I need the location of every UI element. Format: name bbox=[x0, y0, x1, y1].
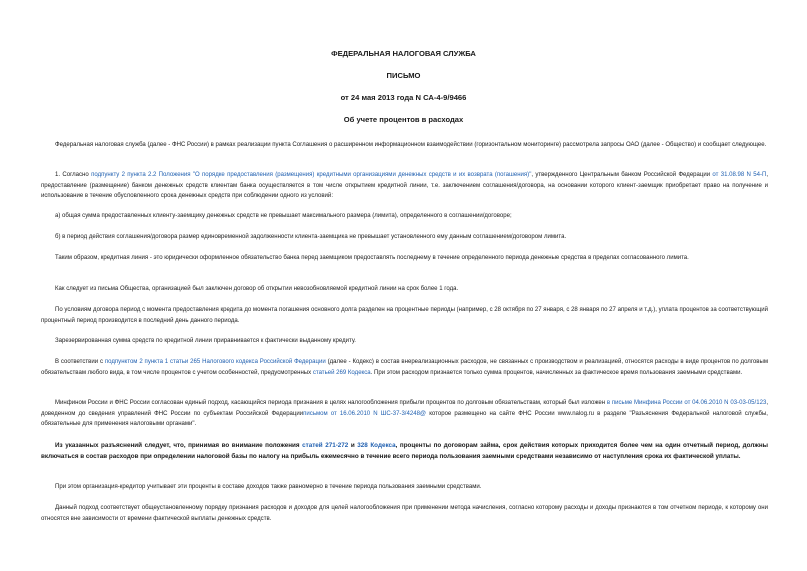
link-articles-271-272[interactable]: статей 271-272 bbox=[302, 442, 349, 449]
text: , утвержденного Центральным банком Российской Федерации bbox=[531, 172, 713, 178]
text: которое размещено на сайте ФНС России www.nalog.ru в разделе "Разъяснения Федеральной налоговой службы, обязательные для применения налоговыми органами". bbox=[41, 410, 768, 428]
paragraph-accrual-method: Данный подход соответствует общеустановленному порядку признания расходов и доходов для целей налогообложения при применении метода начисления, согласно которому расходы и доходы признаются в том отчетном периоде, к которому они относятся вне зависимости от времени фактической выплаты денежных средств. bbox=[41, 505, 768, 522]
text: 1. Согласно bbox=[55, 172, 92, 178]
paragraph-1 bbox=[41, 170, 768, 202]
paragraph-condition-a: а) общая сумма предоставленных клиенту-заемщику денежных средств не превышает максимального размера (лимита), определенного в соглашении/договоре; bbox=[55, 213, 512, 219]
text: и bbox=[348, 442, 358, 449]
link-article-269[interactable]: статьей 269 Кодекса bbox=[312, 369, 371, 376]
text: , предоставление (размещение) банком денежных средств клиентам банка осуществляется в том числе открытием кредитной линии, т.е. заключением соглашения/договора, на основании которого клиент-заемщик приобретает право на получение и использование в течение обусловленного срока денежных средств при соблюдении одного из условий: bbox=[41, 172, 768, 200]
paragraph-creditor: При этом организация-кредитор учитывает эти проценты в составе доходов также равномерно в течение периода пользования заемными средствами. bbox=[55, 484, 482, 490]
paragraph-article-265 bbox=[41, 357, 768, 378]
text: . При этом расходом признается только сумма процентов, начисленных за фактическое время пользования заемными средствами. bbox=[370, 369, 743, 376]
text: Из указанных разъяснений следует, что, принимая во внимание положения bbox=[55, 442, 303, 449]
paragraph-interest-periods: По условиям договора период с момента предоставления кредита до момента погашения основного долга разделен на процентные периоды (например, с 28 октября по 27 января, с 28 января по 27 апреля и т.д.), уплата процентов за соответствующий процентный период производится в последний день данного периода. bbox=[41, 307, 768, 324]
document-subject: Об учете процентов в расходах bbox=[343, 115, 464, 124]
text: (далее - Кодекс) в состав внереализационных расходов, не связанных с производством и реализацией, относятся расходы в виде процентов по долговым обязательствам любого вида, в том числе процентов с учетом особенностей, предусмотренных bbox=[41, 359, 768, 376]
paragraph-intro: Федеральная налоговая служба (далее - ФНС России) в рамках реализации пункта Соглашения о расширенном информационном взаимодействии (горизонтальном мониторинге) рассмотрела запросы ОАО (далее - Общество) и сообщает следующее. bbox=[55, 142, 767, 148]
paragraph-contract: Как следует из письма Общества, организацией был заключен договор об открытии невозобновляемой кредитной линии на срок более 1 года. bbox=[55, 286, 459, 292]
paragraph-minfin bbox=[41, 398, 768, 430]
agency-title: ФЕДЕРАЛЬНАЯ НАЛОГОВАЯ СЛУЖБА bbox=[331, 49, 476, 58]
paragraph-condition-b: б) в период действия соглашения/договора размер единовременной задолженности клиента-заемщика не превышает установленного ему данным соглашением/договором лимита. bbox=[55, 234, 567, 240]
paragraph-credit-line: Таким образом, кредитная линия - это юридически оформленное обязательство банка перед заемщиком предоставлять последнему в течение определенного периода денежные средства в пределах согласованного лимита. bbox=[55, 255, 689, 261]
document-date-number: от 24 мая 2013 года N СА-4-9/9466 bbox=[340, 93, 467, 102]
document-type: ПИСЬМО bbox=[386, 71, 421, 80]
link-regulation-54p[interactable]: подпункту 2 пункта 2.2 Положения "О порядке предоставления (размещения) кредитными организациями денежных средств и их возврата (погашения)" bbox=[91, 172, 532, 178]
text: , доведенном до сведения управлений ФНС России по субъектам Российской Федерации bbox=[41, 400, 768, 417]
paragraph-conclusion bbox=[41, 440, 768, 462]
text: Минфином России и ФНС России согласован единый подход, касающийся периода признания в целях налогообложения прибыли процентов по долговым обязательствам, который был изложен bbox=[55, 400, 607, 406]
link-fns-letter[interactable]: письмом от 16.06.2010 N ШС-37-3/4248@ bbox=[303, 410, 427, 417]
link-54p-date[interactable]: от 31.08.98 N 54-П bbox=[712, 172, 767, 178]
paragraph-reserved-sum: Зарезервированная сумма средств по кредитной линии приравнивается к фактически выданному кредиту. bbox=[55, 338, 356, 344]
link-article-328[interactable]: 328 Кодекса bbox=[357, 442, 396, 449]
text: , проценты по договорам займа, срок действия которых приходится более чем на один отчетный период, должны включаться в состав расходов при определении налоговой базы по налогу на прибыль ежемесячно в течение всего периода пользования заемными средствами независимо от наступления срока их фактической уплаты. bbox=[41, 442, 769, 461]
link-minfin-letter[interactable]: в письме Минфина России от 04.06.2010 N 03-03-05/123 bbox=[606, 400, 767, 406]
text: В соответствии с bbox=[55, 359, 105, 365]
link-article-265[interactable]: подпунктом 2 пункта 1 статьи 265 Налогового кодекса Российской Федерации bbox=[104, 359, 326, 365]
